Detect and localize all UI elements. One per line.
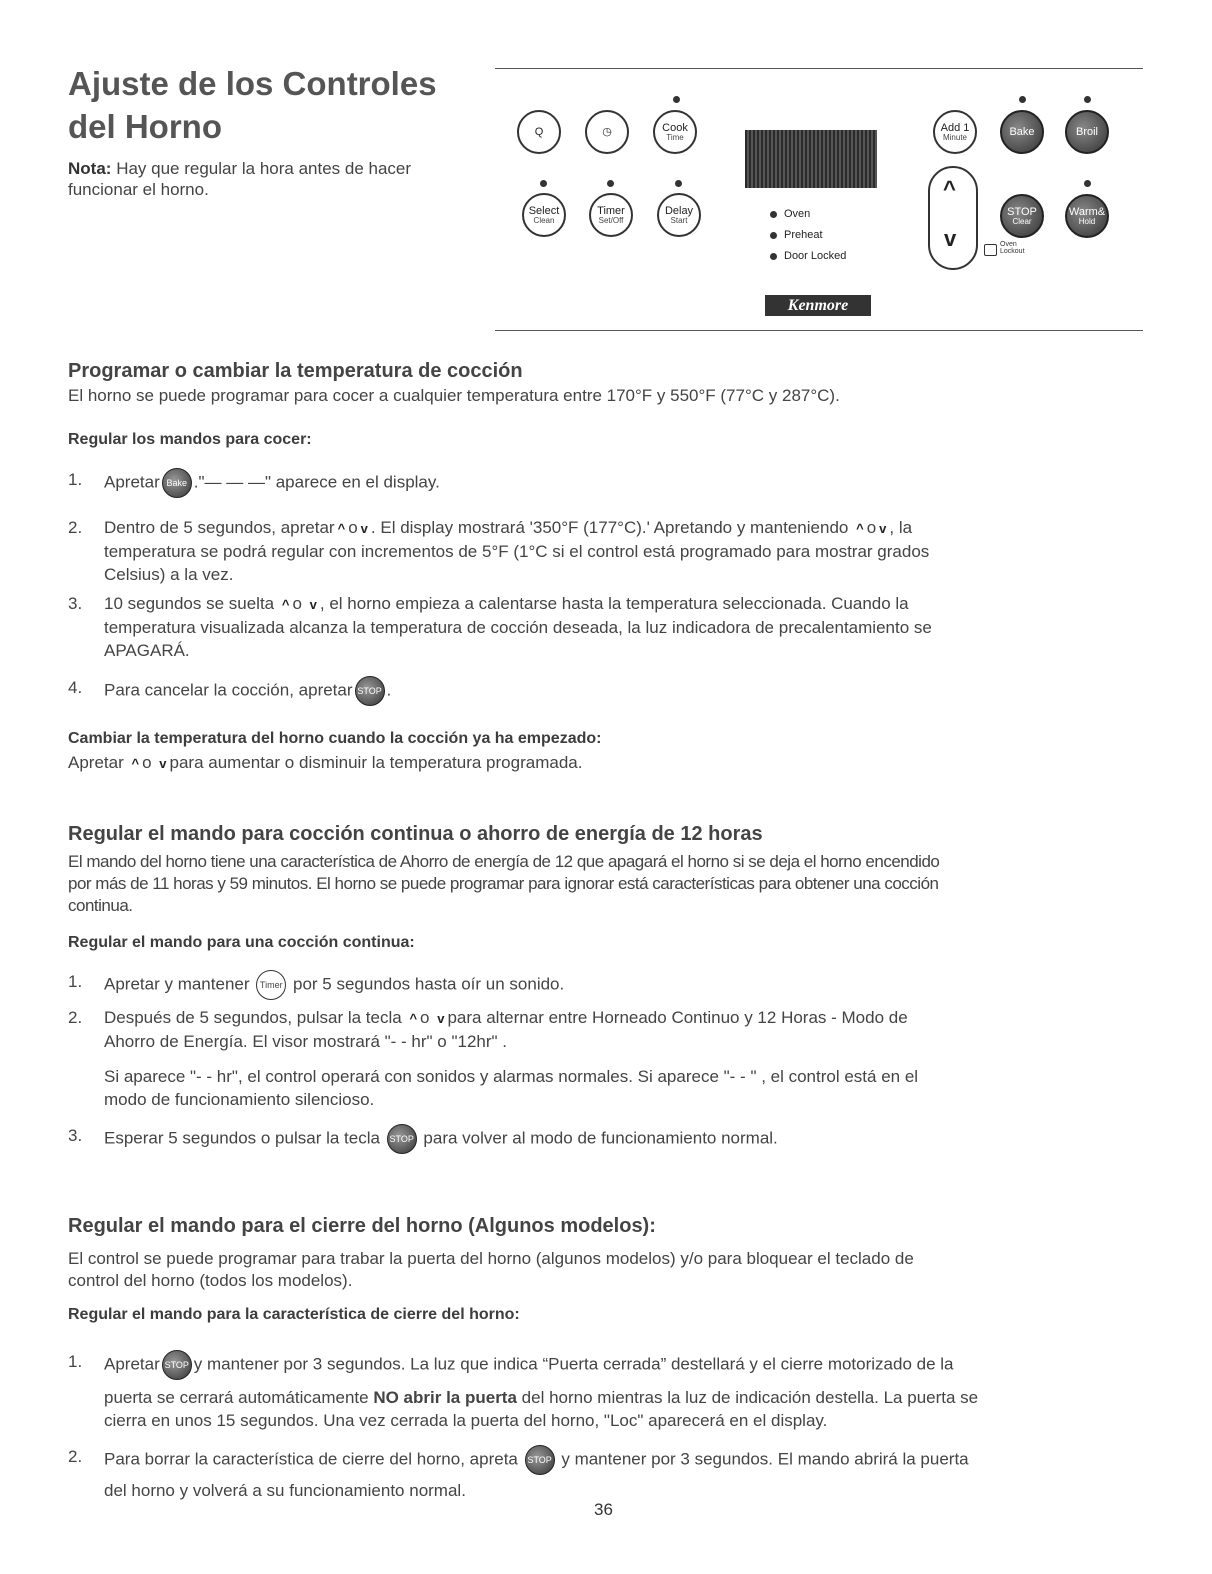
list-item: [68, 1006, 1138, 1116]
indicator-dot: [607, 180, 614, 187]
subheading: Regular el mando para la característica de cierre del horno:: [68, 1306, 520, 1323]
text: o: [348, 518, 358, 537]
text: Apretar: [104, 1354, 160, 1374]
subheading: Cambiar la temperatura del horno cuando la cocción ya ha empezado:: [68, 730, 602, 747]
clock-icon: ◷: [602, 125, 612, 138]
item-number: 1.: [68, 972, 83, 991]
paragraph: [68, 752, 582, 775]
up-arrow-icon: ^: [337, 521, 346, 536]
list-item: [68, 592, 1138, 664]
lock-label-1: Oven: [1000, 241, 1017, 248]
oven-display: [745, 130, 877, 188]
text: del horno mientras la luz de indicación destella. La puerta se: [521, 1388, 979, 1407]
item-text: [104, 1124, 778, 1154]
text: temperatura visualizada alcanza la temperatura de cocción deseada, la luz indicadora de precalentamiento se: [104, 618, 932, 637]
up-arrow-icon[interactable]: ^: [943, 176, 956, 201]
text: temperatura se podrá regular con incrementos de 5°F (1°C si el control está programado para mostrar grados: [104, 542, 930, 561]
up-arrow-icon: ^: [131, 756, 140, 771]
text: 10 segundos se suelta: [104, 594, 275, 613]
stop-clear-button[interactable]: [1000, 194, 1044, 238]
timer-label: Timer: [597, 204, 625, 217]
subheading: Regular los mandos para cocer:: [68, 431, 312, 448]
text: Después de 5 segundos, pulsar la tecla: [104, 1008, 402, 1027]
warning-text: NO abrir la puerta: [373, 1388, 517, 1407]
section-intro: [68, 851, 1138, 917]
panel-top-rule: [495, 68, 1143, 69]
text: cierra en unos 15 segundos. Una vez cerrada la puerta del horno, "Loc" aparecerá en el display.: [104, 1411, 828, 1430]
stop-label: STOP: [1007, 205, 1037, 218]
down-arrow-icon: v: [309, 597, 317, 612]
item-text: [104, 468, 440, 498]
down-arrow-icon: v: [879, 521, 887, 536]
text: Para cancelar la cocción, apretar: [104, 680, 353, 700]
item-number: 2.: [68, 1447, 83, 1466]
start-label: Start: [670, 215, 688, 225]
text: Ahorro de Energía. El visor mostrará "- - hr" o "12hr" .: [104, 1032, 508, 1051]
warm-label: Warm&: [1068, 205, 1106, 218]
broil-button[interactable]: [1065, 110, 1109, 154]
indicator-dot: [675, 180, 682, 187]
bake-icon: Bake: [162, 468, 192, 498]
note: [68, 158, 428, 200]
add1-sublabel: Minute: [942, 132, 967, 142]
text: o: [292, 594, 302, 613]
text: modo de funcionamiento silencioso.: [104, 1090, 375, 1109]
item-text: [104, 1350, 1134, 1432]
text: para aumentar o disminuir la temperatura programada.: [169, 753, 583, 772]
bake-button[interactable]: [1000, 110, 1044, 154]
stop-clear-icon: STOP: [162, 1350, 192, 1380]
broil-label: Broil: [1075, 125, 1098, 138]
add1-label: Add 1: [940, 121, 970, 134]
note-text: Hay que regular la hora antes de hacer funcionar el horno.: [68, 159, 412, 199]
text: APAGARÁ.: [104, 641, 190, 660]
text: Esperar 5 segundos o pulsar la tecla: [104, 1128, 380, 1148]
stop-clear-icon: STOP: [387, 1124, 417, 1154]
page-number: 36: [594, 1500, 613, 1519]
section-heading-lock: Regular el mando para el cierre del horno (Algunos modelos):: [68, 1215, 656, 1237]
text: Para borrar la característica de cierre del horno, apreta: [104, 1449, 518, 1469]
stop-clear-icon: STOP: [525, 1445, 555, 1475]
text: control del horno (todos los modelos).: [68, 1271, 353, 1290]
text: y mantener por 3 segundos. El mando abrirá la puerta: [561, 1449, 969, 1469]
text: . El display mostrará '350°F (177°C).' Apretando y manteniendo: [370, 518, 849, 537]
indicator-dot: [673, 96, 680, 103]
item-number: 4.: [68, 678, 83, 697]
indicator-label: Door Locked: [784, 250, 847, 262]
select-label: Select: [528, 204, 560, 217]
section-heading-temperature: Programar o cambiar la temperatura de cocción: [68, 360, 523, 382]
select-clean-button[interactable]: [522, 193, 566, 237]
cook-time-button[interactable]: [653, 110, 697, 154]
clock-button[interactable]: [585, 110, 629, 154]
cook-time-sublabel: Time: [666, 132, 684, 142]
light-button[interactable]: [517, 110, 561, 154]
text: El control se puede programar para trabar la puerta del horno (algunos modelos) y/o para bloquear el teclado de: [68, 1249, 914, 1268]
indicator-dot: [540, 180, 547, 187]
delay-start-button[interactable]: [657, 193, 701, 237]
text: y mantener por 3 segundos. La luz que indica “Puerta cerrada” destellará y el cierre motorizado de la: [193, 1354, 954, 1374]
section-intro: El horno se puede programar para cocer a cualquier temperatura entre 170°F y 550°F (77°C y 287°C).: [68, 386, 840, 405]
section-intro: [68, 1248, 1138, 1292]
text: Apretar: [68, 753, 124, 772]
panel-bottom-rule: [495, 330, 1143, 331]
indicator-dot: [1019, 96, 1026, 103]
item-number: 2.: [68, 1008, 83, 1027]
indicator-label: Oven: [784, 208, 811, 220]
timer-icon: Timer: [256, 970, 286, 1000]
text: Celsius) a la vez.: [104, 565, 234, 584]
kenmore-logo: Kenmore: [765, 295, 871, 316]
up-arrow-icon: ^: [856, 521, 864, 536]
down-arrow-icon: v: [159, 756, 167, 771]
timer-sublabel: Set/Off: [598, 215, 624, 225]
list-item: [68, 1350, 1138, 1430]
delay-label: Delay: [664, 204, 694, 217]
title-line-1: Ajuste de los Controles: [68, 65, 437, 102]
up-arrow-icon: ^: [409, 1011, 418, 1026]
hold-label: Hold: [1078, 216, 1096, 226]
indicator-dot: [1084, 180, 1091, 187]
lock-icon: [984, 244, 997, 256]
clear-label: Clear: [1012, 216, 1032, 226]
up-down-keys: [928, 166, 978, 270]
item-number: 3.: [68, 1126, 83, 1145]
item-text: [104, 1006, 1134, 1111]
title-line-2: del Horno: [68, 108, 222, 145]
indicator-door-locked: [770, 246, 846, 266]
up-arrow-icon: ^: [281, 597, 290, 612]
timer-button[interactable]: [589, 193, 633, 237]
item-number: 2.: [68, 518, 83, 537]
text: , la: [889, 518, 913, 537]
bake-label: Bake: [1009, 125, 1035, 138]
list-item: [68, 468, 1128, 498]
warm-hold-button[interactable]: [1065, 194, 1109, 238]
list-item: [68, 676, 768, 708]
down-arrow-icon: v: [437, 1011, 445, 1026]
item-number: 1.: [68, 470, 83, 489]
clean-label: Clean: [533, 215, 555, 225]
stop-clear-icon: STOP: [355, 676, 385, 706]
text: por 5 segundos hasta oír un sonido.: [292, 974, 565, 994]
note-label: Nota:: [68, 159, 112, 178]
list-item: [68, 1445, 1148, 1505]
list-item: [68, 516, 1138, 588]
cook-time-label: Cook: [662, 121, 688, 134]
list-item: [68, 970, 968, 1002]
text: , el horno empieza a calentarse hasta la temperatura seleccionada. Cuando la: [319, 594, 909, 613]
list-item: [68, 1124, 968, 1156]
indicator-dot: [1084, 96, 1091, 103]
item-text: [104, 592, 1134, 662]
text: Apretar: [104, 472, 160, 492]
lock-label-2: Lockout: [1000, 248, 1025, 255]
item-text: [104, 1445, 1144, 1502]
item-text: [104, 970, 564, 1000]
indicator-label: Preheat: [784, 229, 823, 241]
text: para volver al modo de funcionamiento normal.: [423, 1128, 778, 1148]
text: Apretar y mantener: [104, 974, 250, 994]
add-1-minute-button[interactable]: [933, 110, 977, 154]
indicator-oven: [770, 204, 810, 224]
text: Si aparece "- - hr", el control operará con sonidos y alarmas normales. Si aparece "- - " , el control está en el: [104, 1067, 919, 1086]
text: ."— — —" aparece en el display.: [193, 472, 440, 492]
down-arrow-icon: v: [360, 521, 368, 536]
text: o: [866, 518, 877, 537]
oven-lockout-label: [1000, 241, 1025, 255]
text: Dentro de 5 segundos, apretar: [104, 518, 335, 537]
subheading: Regular el mando para una cocción continua:: [68, 934, 415, 951]
item-number: 1.: [68, 1352, 83, 1371]
text: El mando del horno tiene una característica de Ahorro de energía de 12 que apagará el horno si se deja el horno encendido: [68, 852, 940, 871]
text: o: [142, 753, 152, 772]
text: puerta se cerrará automáticamente: [104, 1388, 369, 1407]
text: por más de 11 horas y 59 minutos. El horno se puede programar para ignorar está características para obtener una cocción: [68, 874, 939, 893]
text: o: [420, 1008, 430, 1027]
text: .: [386, 680, 392, 700]
section-heading-continuous: Regular el mando para cocción continua o ahorro de energía de 12 horas: [68, 823, 763, 845]
page-title: [68, 62, 437, 148]
indicator-preheat: [770, 225, 823, 245]
light-bulb-icon: Q: [534, 125, 544, 138]
item-text: [104, 676, 391, 706]
text: para alternar entre Horneado Continuo y 12 Horas - Modo de: [447, 1008, 908, 1027]
control-panel: [495, 68, 1143, 331]
text: continua.: [68, 896, 133, 915]
item-text: [104, 516, 1134, 586]
text: del horno y volverá a su funcionamiento normal.: [104, 1481, 466, 1500]
down-arrow-icon[interactable]: v: [944, 226, 957, 251]
item-number: 3.: [68, 594, 83, 613]
